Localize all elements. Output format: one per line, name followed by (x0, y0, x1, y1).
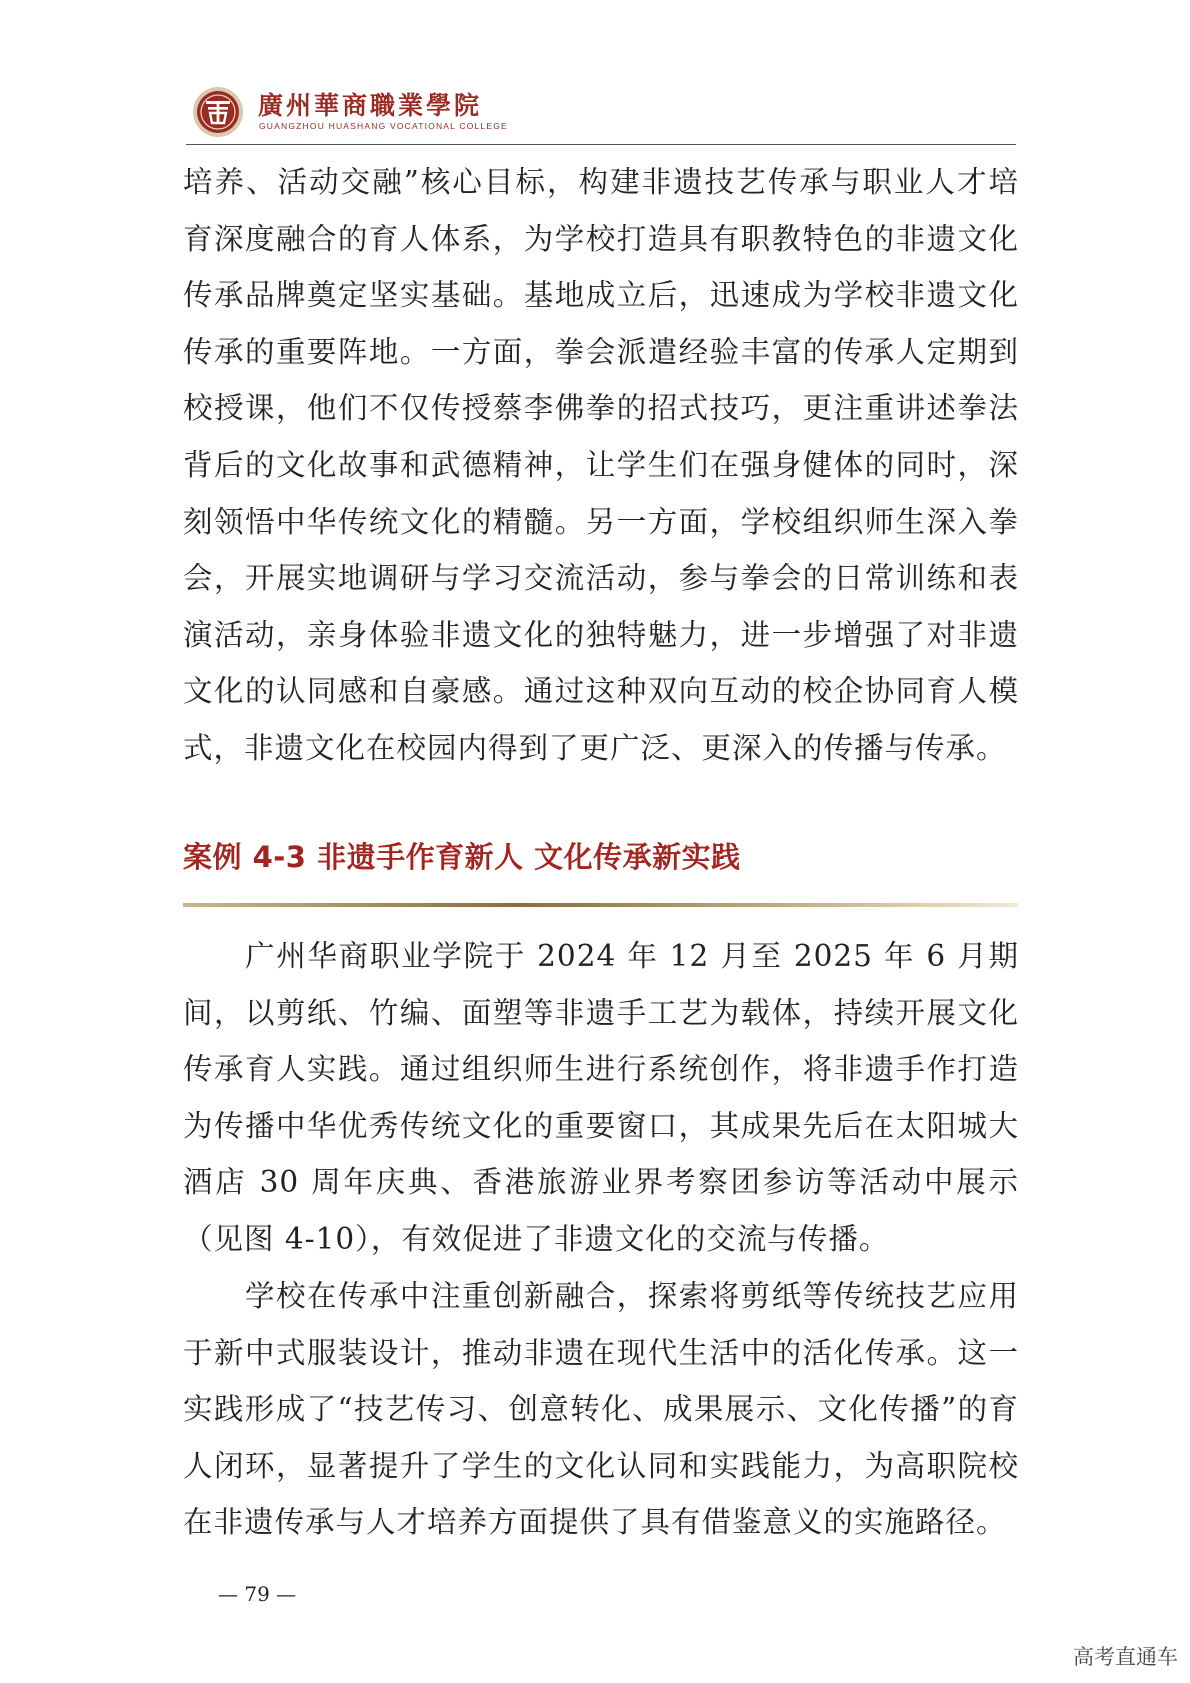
case-paragraph-2: 学校在传承中注重创新融合，探索将剪纸等传统技艺应用于新中式服装设计，推动非遗在现代生活中的活化传承。这一实践形成了“技艺传习、创意转化、成果展示、文化传播”的育人闭环，显著提升了学生的文化认同和实践能力，为高职院校在非遗传承与人才培养方面提供了具有借鉴意义的实施路径。 (183, 1279, 1019, 1540)
page-number: — 79 — (218, 1582, 297, 1606)
college-seal-logo-icon (192, 86, 244, 138)
case-heading: 案例 4-3 非遗手作育新人 文化传承新实践 (183, 840, 741, 874)
college-name-cn: 廣州華商職業學院 (258, 91, 483, 120)
header-divider (186, 144, 1016, 145)
case-heading-divider (183, 903, 1018, 907)
college-name-en: GUANGZHOU HUASHANG VOCATIONAL COLLEGE (259, 121, 508, 131)
body-paragraph-continued: 培养、活动交融”核心目标，构建非遗技艺传承与职业人才培育深度融合的育人体系，为学校打造具有职教特色的非遗文化传承品牌奠定坚实基础。基地成立后，迅速成为学校非遗文化传承的重要阵地。一方面，拳会派遣经验丰富的传承人定期到校授课，他们不仅传授蔡李佛拳的招式技巧，更注重讲述拳法背后的文化故事和武德精神，让学生们在强身健体的同时，深刻领悟中华传统文化的精髓。另一方面，学校组织师生深入拳会，开展实地调研与学习交流活动，参与拳会的日常训练和表演活动，亲身体验非遗文化的独特魅力，进一步增强了对非遗文化的认同感和自豪感。通过这种双向互动的校企协同育人模式，非遗文化在校园内得到了更广泛、更深入的传播与传承。 (183, 165, 1019, 765)
case-paragraph-1: 广州华商职业学院于 2024 年 12 月至 2025 年 6 月期间，以剪纸、竹编、面塑等非遗手工艺为载体，持续开展文化传承育人实践。通过组织师生进行系统创作，将非遗手作打造为传播中华优秀传统文化的重要窗口，其成果先后在太阳城大酒店 30 周年庆典、香港旅游业界考察团参访等活动中展示（见图 4-10），有效促进了非遗文化的交流与传播。 (183, 939, 1019, 1256)
watermark-text: 高考直通车 (1073, 1645, 1178, 1669)
page-header (186, 78, 1016, 142)
